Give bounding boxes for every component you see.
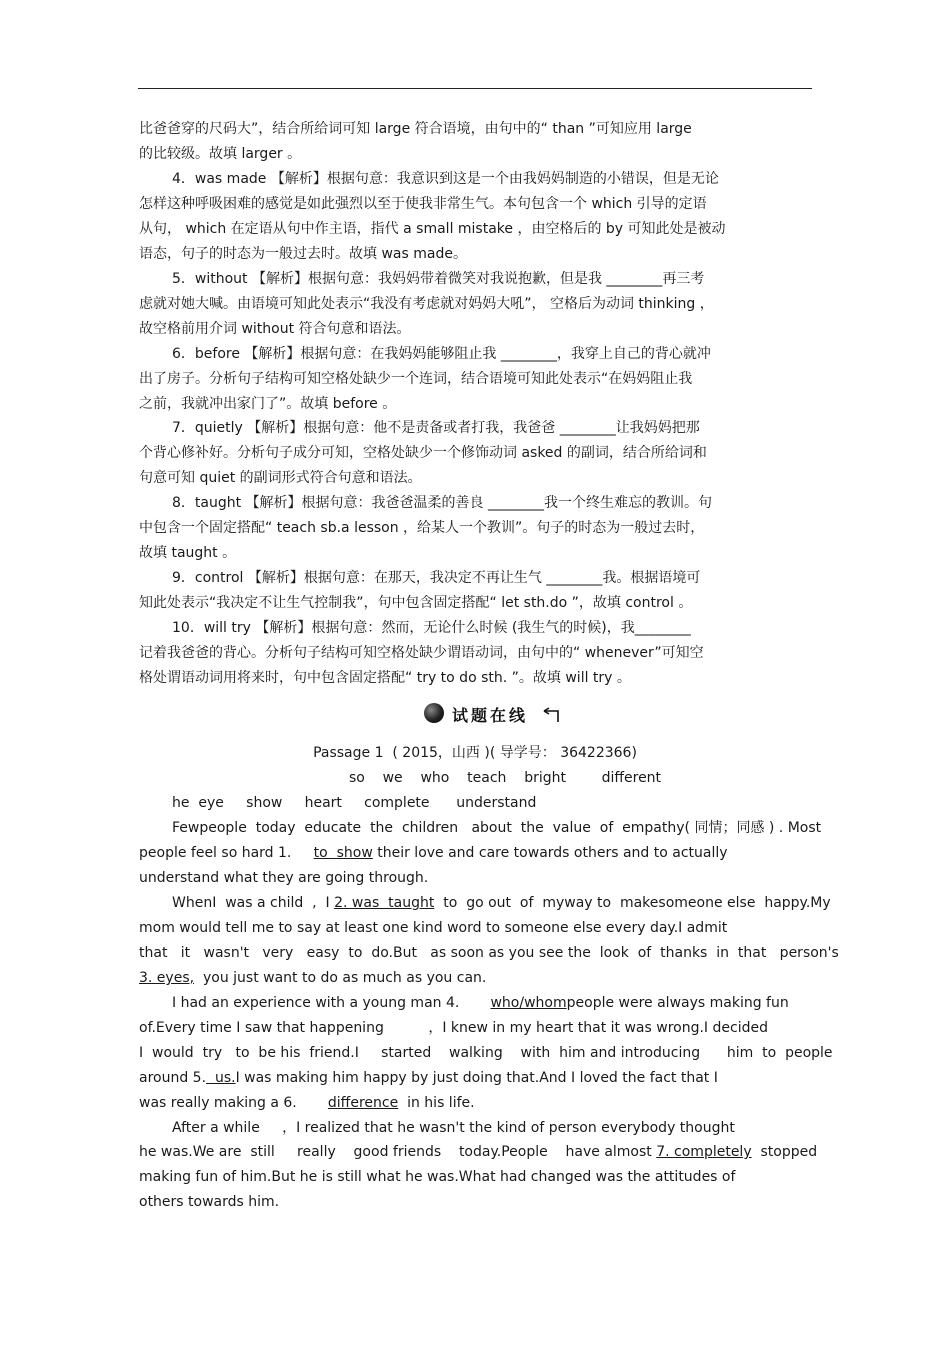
section-title: 试题在线 — [452, 706, 529, 725]
answer-9: 9．control 【解析】根据句意：在那天，我决定不再让生气 ________我。根据语境可 — [172, 570, 701, 586]
word-bank-row: so we who teach bright different — [348, 770, 662, 786]
text-line: 之前，我就冲出家门了”。故填 before 。 — [139, 396, 397, 412]
answer-5: 5．without 【解析】根据句意：我妈妈带着微笑对我说抱歉，但是我 ________再三考 — [172, 271, 705, 287]
answer-10: 10．will try 【解析】根据句意：然而，无论什么时候 (我生气的时候)，我________ — [172, 620, 691, 636]
blank-answer-4: who/whom — [490, 995, 567, 1011]
answer-6: 6．before 【解析】根据句意：在我妈妈能够阻止我 ________，我穿上自己的背心就冲 — [172, 346, 711, 362]
answer-7: 7．quietly 【解析】根据句意：他不是责备或者打我，我爸爸 ________让我妈妈把那 — [172, 420, 700, 436]
blank-answer-2: 2. was taught — [334, 895, 435, 911]
text-line: 句意可知 quiet 的副词形式符合句意和语法。 — [139, 470, 422, 486]
text-line: 个背心修补好。分析句子成分可知，空格处缺少一个修饰动词 asked 的副词，结合所给词和 — [139, 445, 707, 461]
passage-line: people feel so hard 1. to show their love and care towards others and to actually — [139, 845, 728, 861]
text-line: 从句， which 在定语从句中作主语，指代 a small mistake ，由空格后的 by 可知此处是被动 — [139, 221, 726, 237]
text-line: 出了房子。分析句子结构可知空格处缺少一个连词，结合语境可知此处表示“在妈妈阻止我 — [139, 371, 693, 387]
text-line: 怎样这种呼吸困难的感觉是如此强烈以至于使我非常生气。本句包含一个 which 引导的定语 — [139, 196, 707, 212]
text-line: 知此处表示“我决定不让生气控制我”，句中包含固定搭配“ let sth.do ”，故填 control 。 — [139, 595, 693, 611]
answer-4: 4．was made 【解析】根据句意：我意识到这是一个由我妈妈制造的小错误，但是无论 — [172, 171, 719, 187]
header-rule — [138, 88, 812, 89]
answer-8: 8．taught 【解析】根据句意：我爸爸温柔的善良 ________我一个终生难忘的教训。句 — [172, 495, 712, 511]
blank-answer-3: 3. eyes, — [139, 970, 195, 986]
blank-answer-5: us. — [206, 1070, 236, 1086]
word-bank-row: he eye show heart complete understand — [172, 795, 537, 811]
passage-line: WhenI was a child , I 2. was taught to go out of myway to makesomeone else happy.My — [172, 895, 831, 911]
passage-line: understand what they are going through. — [139, 870, 429, 886]
passage-line: of.Every time I saw that happening ，I knew in my heart that it was wrong.I decided — [139, 1020, 768, 1036]
passage-line: he was.We are still really good friends today.People have almost 7. completely stopped — [139, 1144, 818, 1160]
passage-line: was really making a 6. difference in his life. — [139, 1095, 475, 1111]
text-line: 中包含一个固定搭配“ teach sb.a lesson ，给某人一个教训”。句子的时态为一般过去时， — [139, 520, 705, 536]
blank-answer-7: 7. completely — [656, 1144, 752, 1160]
passage-line: 3. eyes, you just want to do as much as you can. — [139, 970, 487, 986]
section-banner — [422, 700, 567, 728]
passage-line: I had an experience with a young man 4. who/whompeople were always making fun — [172, 995, 789, 1011]
passage-line: that it wasn't very easy to do.But as soon as you see the look of thanks in that person's — [139, 945, 839, 961]
ball-icon — [424, 703, 444, 723]
passage-line: I would try to be his friend.I started walking with him and introducing him to people — [139, 1045, 833, 1061]
arrow-icon — [542, 706, 562, 724]
text-line: 虑就对她大喊。由语境可知此处表示“我没有考虑就对妈妈大吼”， 空格后为动词 thinking ， — [139, 296, 714, 312]
passage-line: After a while ，I realized that he wasn't the kind of person everybody thought — [172, 1120, 735, 1136]
text-line: 比爸爸穿的尺码大”，结合所给词可知 large 符合语境，由句中的“ than ”可知应用 large — [139, 121, 692, 137]
passage-line: mom would tell me to say at least one kind word to someone else every day.I admit — [139, 920, 728, 936]
text-line: 故填 taught 。 — [139, 545, 237, 561]
blank-answer-6: difference — [327, 1095, 399, 1111]
text-line: 故空格前用介词 without 符合句意和语法。 — [139, 321, 411, 337]
passage-line: Fewpeople today educate the children about the value of empathy( 同情；同感 ) . Most — [172, 820, 822, 836]
text-line: 的比较级。故填 larger 。 — [139, 146, 302, 162]
text-line: 记着我爸爸的背心。分析句子结构可知空格处缺少谓语动词，由句中的“ whenever”可知空 — [139, 645, 704, 661]
passage-line: others towards him. — [139, 1194, 280, 1210]
passage-heading: Passage 1 ( 2015，山西 )( 导学号： 36422366) — [313, 745, 637, 761]
text-line: 格处谓语动词用将来时，句中包含固定搭配“ try to do sth. ”。故填 will try 。 — [139, 670, 631, 686]
passage-line: around 5. us.I was making him happy by just doing that.And I loved the fact that I — [139, 1070, 718, 1086]
text-line: 语态，句子的时态为一般过去时。故填 was made。 — [139, 246, 467, 262]
passage-line: making fun of him.But he is still what he was.What had changed was the attitudes of — [139, 1169, 736, 1185]
blank-answer-1: to show — [313, 845, 373, 861]
